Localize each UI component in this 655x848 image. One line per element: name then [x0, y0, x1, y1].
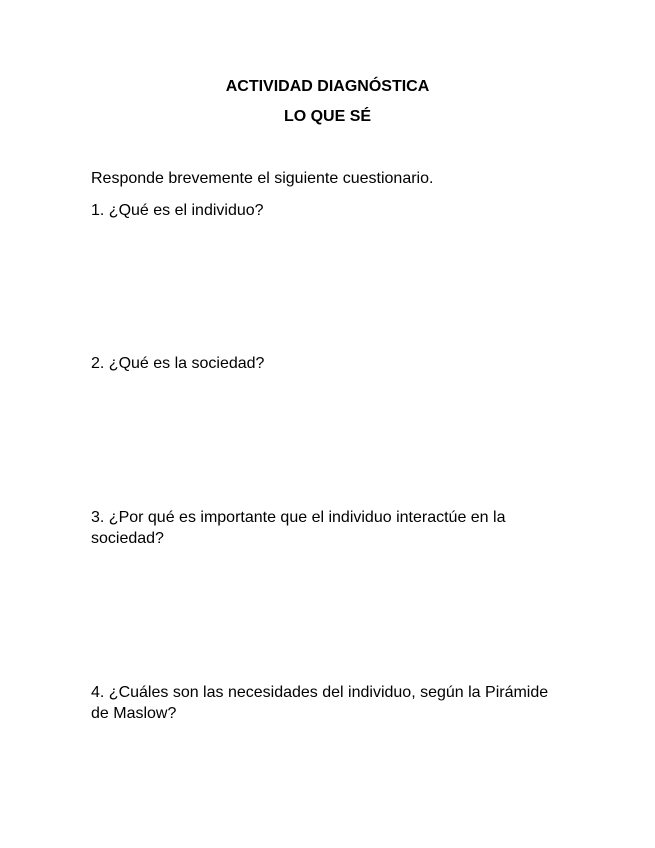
- document-title: ACTIVIDAD DIAGNÓSTICA: [225, 78, 430, 95]
- question-4: 4. ¿Cuáles son las necesidades del individuo, según la Pirámide de Maslow?: [91, 684, 549, 722]
- question-1: 1. ¿Qué es el individuo?: [91, 202, 264, 219]
- document-subtitle: LO QUE SÉ: [283, 108, 372, 125]
- instructions-text: Responde brevemente el siguiente cuestionario.: [91, 170, 434, 187]
- question-2: 2. ¿Qué es la sociedad?: [91, 355, 265, 372]
- question-3: 3. ¿Por qué es importante que el individuo interactúe en la sociedad?: [91, 509, 506, 547]
